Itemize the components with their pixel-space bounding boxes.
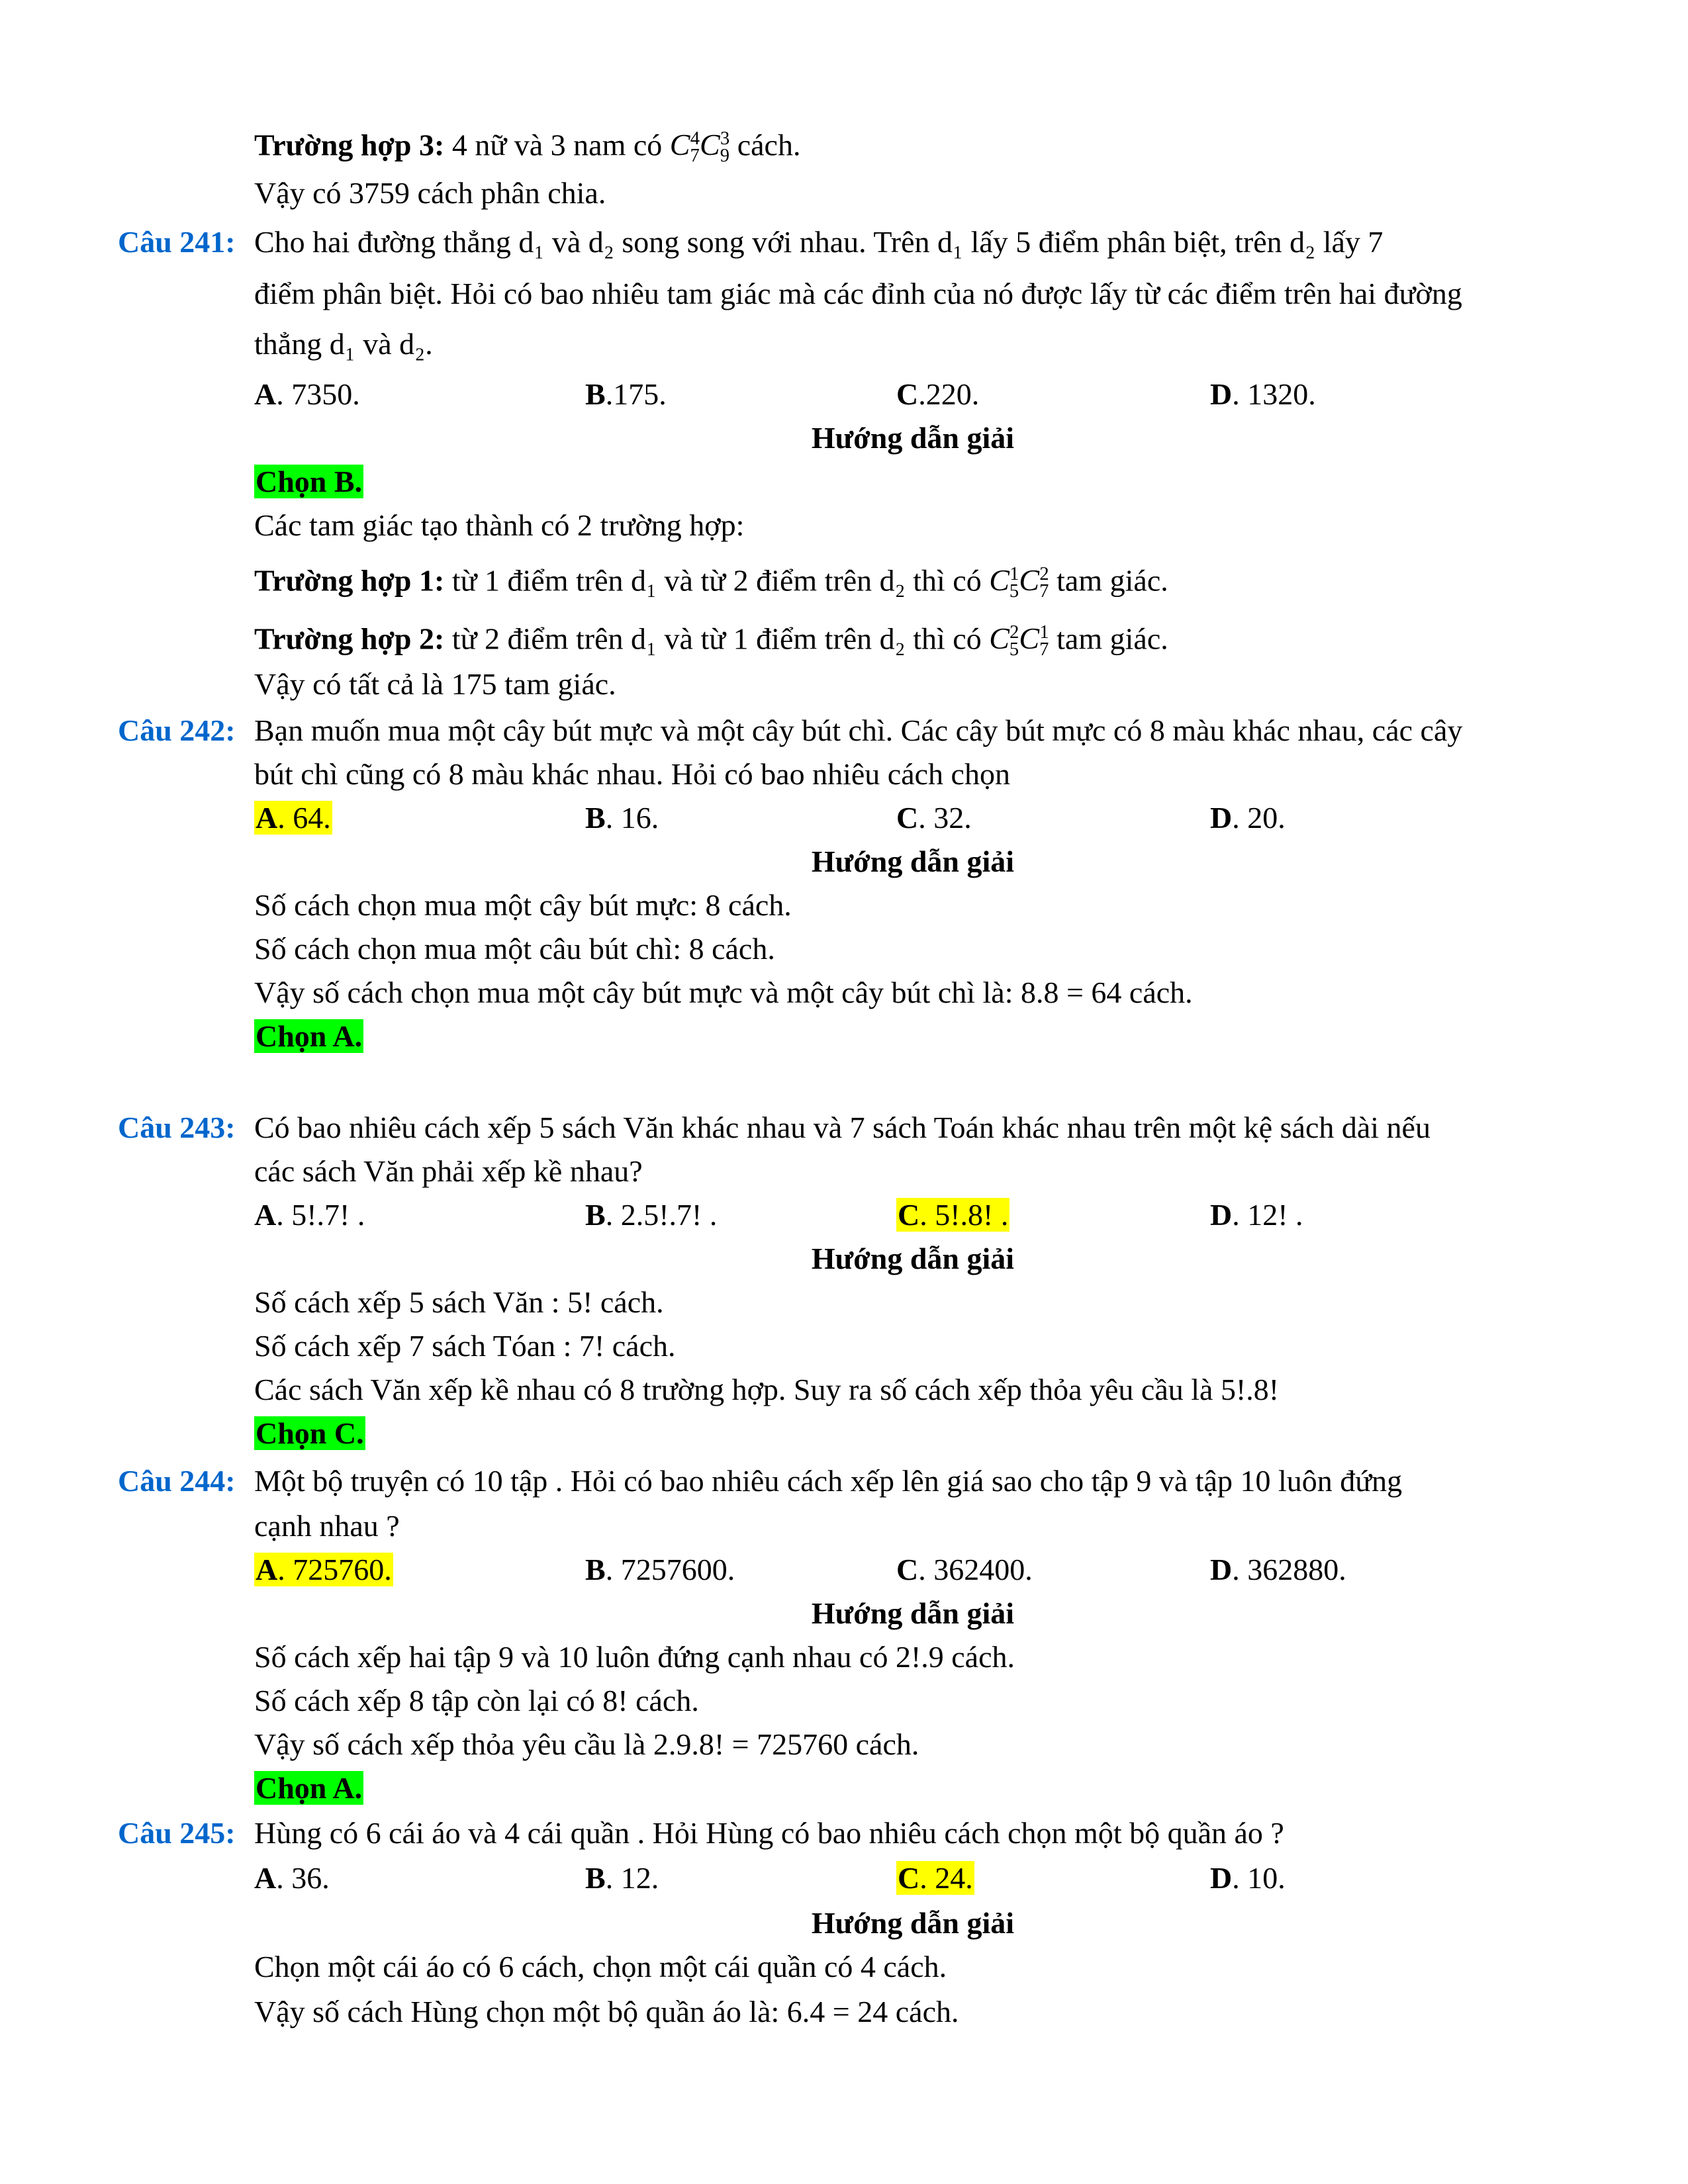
question-label-244: Câu 244: [118, 1464, 236, 1498]
q241-line1: Cho hai đường thẳng d₁ và d₂ song song với nhau. Trên d₁ lấy 5 điểm phân biệt, trên d₂ lấy 7 [254, 225, 1383, 259]
total-line: Vậy có 3759 cách phân chia. [254, 176, 606, 210]
q244-line1: Một bộ truyện có 10 tập . Hỏi có bao nhiêu cách xếp lên giá sao cho tập 9 và tập 10 luôn đứng [254, 1464, 1403, 1498]
q242-option-c: C. 32. [896, 801, 972, 835]
q244-solution-1: Số cách xếp hai tập 9 và 10 luôn đứng cạnh nhau có 2!.9 cách. [254, 1640, 1015, 1674]
q242-answer-line [254, 1017, 1571, 1056]
q241-option-d: D. 1320. [1210, 377, 1316, 411]
q244-line2: cạnh nhau ? [254, 1509, 400, 1543]
q243-option-c: C. 5!.8! . [898, 1198, 1009, 1232]
q242-solution-3: Vậy số cách chọn mua một cây bút mực và một cây bút chì là: 8.8 = 64 cách. [254, 976, 1193, 1009]
q243-option-d: D. 12! . [1210, 1198, 1303, 1232]
q244-option-d: D. 362880. [1210, 1553, 1346, 1586]
q244-guide-heading: Hướng dẫn giải [811, 1596, 1015, 1630]
q242-line1: Bạn muốn mua một cây bút mực và một cây bút chì. Các cây bút mực có 8 màu khác nhau, các cây [254, 713, 1463, 747]
q244-answer: Chọn A. [256, 1771, 363, 1805]
q245-option-c: C. 24. [898, 1861, 973, 1895]
q241-option-c: C.220. [896, 377, 980, 411]
q242-solution-1: Số cách chọn mua một cây bút mực: 8 cách. [254, 888, 792, 922]
q241-option-b: B.175. [585, 377, 667, 411]
q242-option-b: B. 16. [585, 801, 659, 835]
q244-solution-2: Số cách xếp 8 tập còn lại có 8! cách. [254, 1684, 699, 1717]
q245-solution-2: Vậy số cách Hùng chọn một bộ quần áo là: 6.4 = 24 cách. [254, 1995, 959, 2028]
q243-option-a: A. 5!.7! . [254, 1198, 365, 1232]
q242-option-d: D. 20. [1210, 801, 1286, 835]
combination-formula: $C_7^4C_9^3$ [669, 128, 730, 167]
q241-answer: Chọn B. [256, 465, 363, 498]
q245-option-a: A. 36. [254, 1861, 330, 1895]
q243-solution-2: Số cách xếp 7 sách Tóan : 7! cách. [254, 1329, 676, 1363]
q241-line2: điểm phân biệt. Hỏi có bao nhiêu tam giác mà các đỉnh của nó được lấy từ các điểm trên hai đường [254, 277, 1462, 310]
q243-guide-heading: Hướng dẫn giải [811, 1242, 1015, 1275]
question-label-243: Câu 243: [118, 1111, 236, 1144]
case3-text-b: cách. [729, 128, 801, 162]
q244-solution-3: Vậy số cách xếp thỏa yêu cầu là 2.9.8! = 725760 cách. [254, 1727, 919, 1761]
q244-answer-line [254, 1768, 1571, 1808]
question-label-242: Câu 242: [118, 713, 236, 747]
q245-guide-heading: Hướng dẫn giải [811, 1906, 1015, 1940]
q244-option-a: A. 725760. [256, 1553, 392, 1586]
q244-option-b: B. 7257600. [585, 1553, 735, 1586]
q241-guide-heading: Hướng dẫn giải [811, 421, 1015, 455]
q243-option-b: B. 2.5!.7! . [585, 1198, 718, 1232]
q245-solution-1: Chọn một cái áo có 6 cách, chọn một cái quần có 4 cách. [254, 1950, 947, 1983]
case3-line [254, 119, 1571, 177]
q243-answer: Chọn C. [256, 1416, 364, 1450]
q242-answer: Chọn A. [256, 1019, 363, 1053]
q241-solution-1: Các tam giác tạo thành có 2 trường hợp: [254, 508, 745, 542]
q242-line2: bút chì cũng có 8 màu khác nhau. Hỏi có bao nhiêu cách chọn [254, 757, 1010, 791]
q245-option-d: D. 10. [1210, 1861, 1286, 1895]
question-label-245: Câu 245: [118, 1816, 236, 1850]
case3-text-a: 4 nữ và 3 nam có [444, 128, 670, 162]
q242-option-a: A. 64. [256, 801, 331, 835]
q242-guide-heading: Hướng dẫn giải [811, 844, 1015, 878]
q245-line1: Hùng có 6 cái áo và 4 cái quần . Hỏi Hùng có bao nhiêu cách chọn một bộ quần áo ? [254, 1816, 1284, 1850]
q243-solution-1: Số cách xếp 5 sách Văn : 5! cách. [254, 1285, 664, 1319]
q244-option-c: C. 362400. [896, 1553, 1033, 1586]
case3-label: Trường hợp 3: [254, 128, 445, 162]
q245-option-b: B. 12. [585, 1861, 659, 1895]
q242-solution-2: Số cách chọn mua một câu bút chì: 8 cách. [254, 932, 775, 966]
q241-solution-4: Vậy có tất cả là 175 tam giác. [254, 667, 616, 701]
question-label-241: Câu 241: [118, 225, 236, 259]
q241-answer-line [254, 462, 1571, 502]
q241-solution-2: Trường hợp 1: từ 1 điểm trên d₁ và từ 2 điểm trên d₂ thì có $C_5^1C_7^2$ tam giác. [254, 563, 1168, 602]
q243-line2: các sách Văn phải xếp kề nhau? [254, 1154, 643, 1188]
q241-solution-3: Trường hợp 2: từ 2 điểm trên d₁ và từ 1 điểm trên d₂ thì có $C_5^2C_7^1$ tam giác. [254, 621, 1168, 660]
q243-line1: Có bao nhiêu cách xếp 5 sách Văn khác nhau và 7 sách Toán khác nhau trên một kệ sách dài nếu [254, 1111, 1430, 1144]
q241-option-a: A. 7350. [254, 377, 360, 411]
q241-line3: thẳng d₁ và d₂. [254, 327, 433, 361]
q243-solution-3: Các sách Văn xếp kề nhau có 8 trường hợp. Suy ra số cách xếp thỏa yêu cầu là 5!.8! [254, 1373, 1280, 1406]
q243-answer-line [254, 1414, 1571, 1453]
